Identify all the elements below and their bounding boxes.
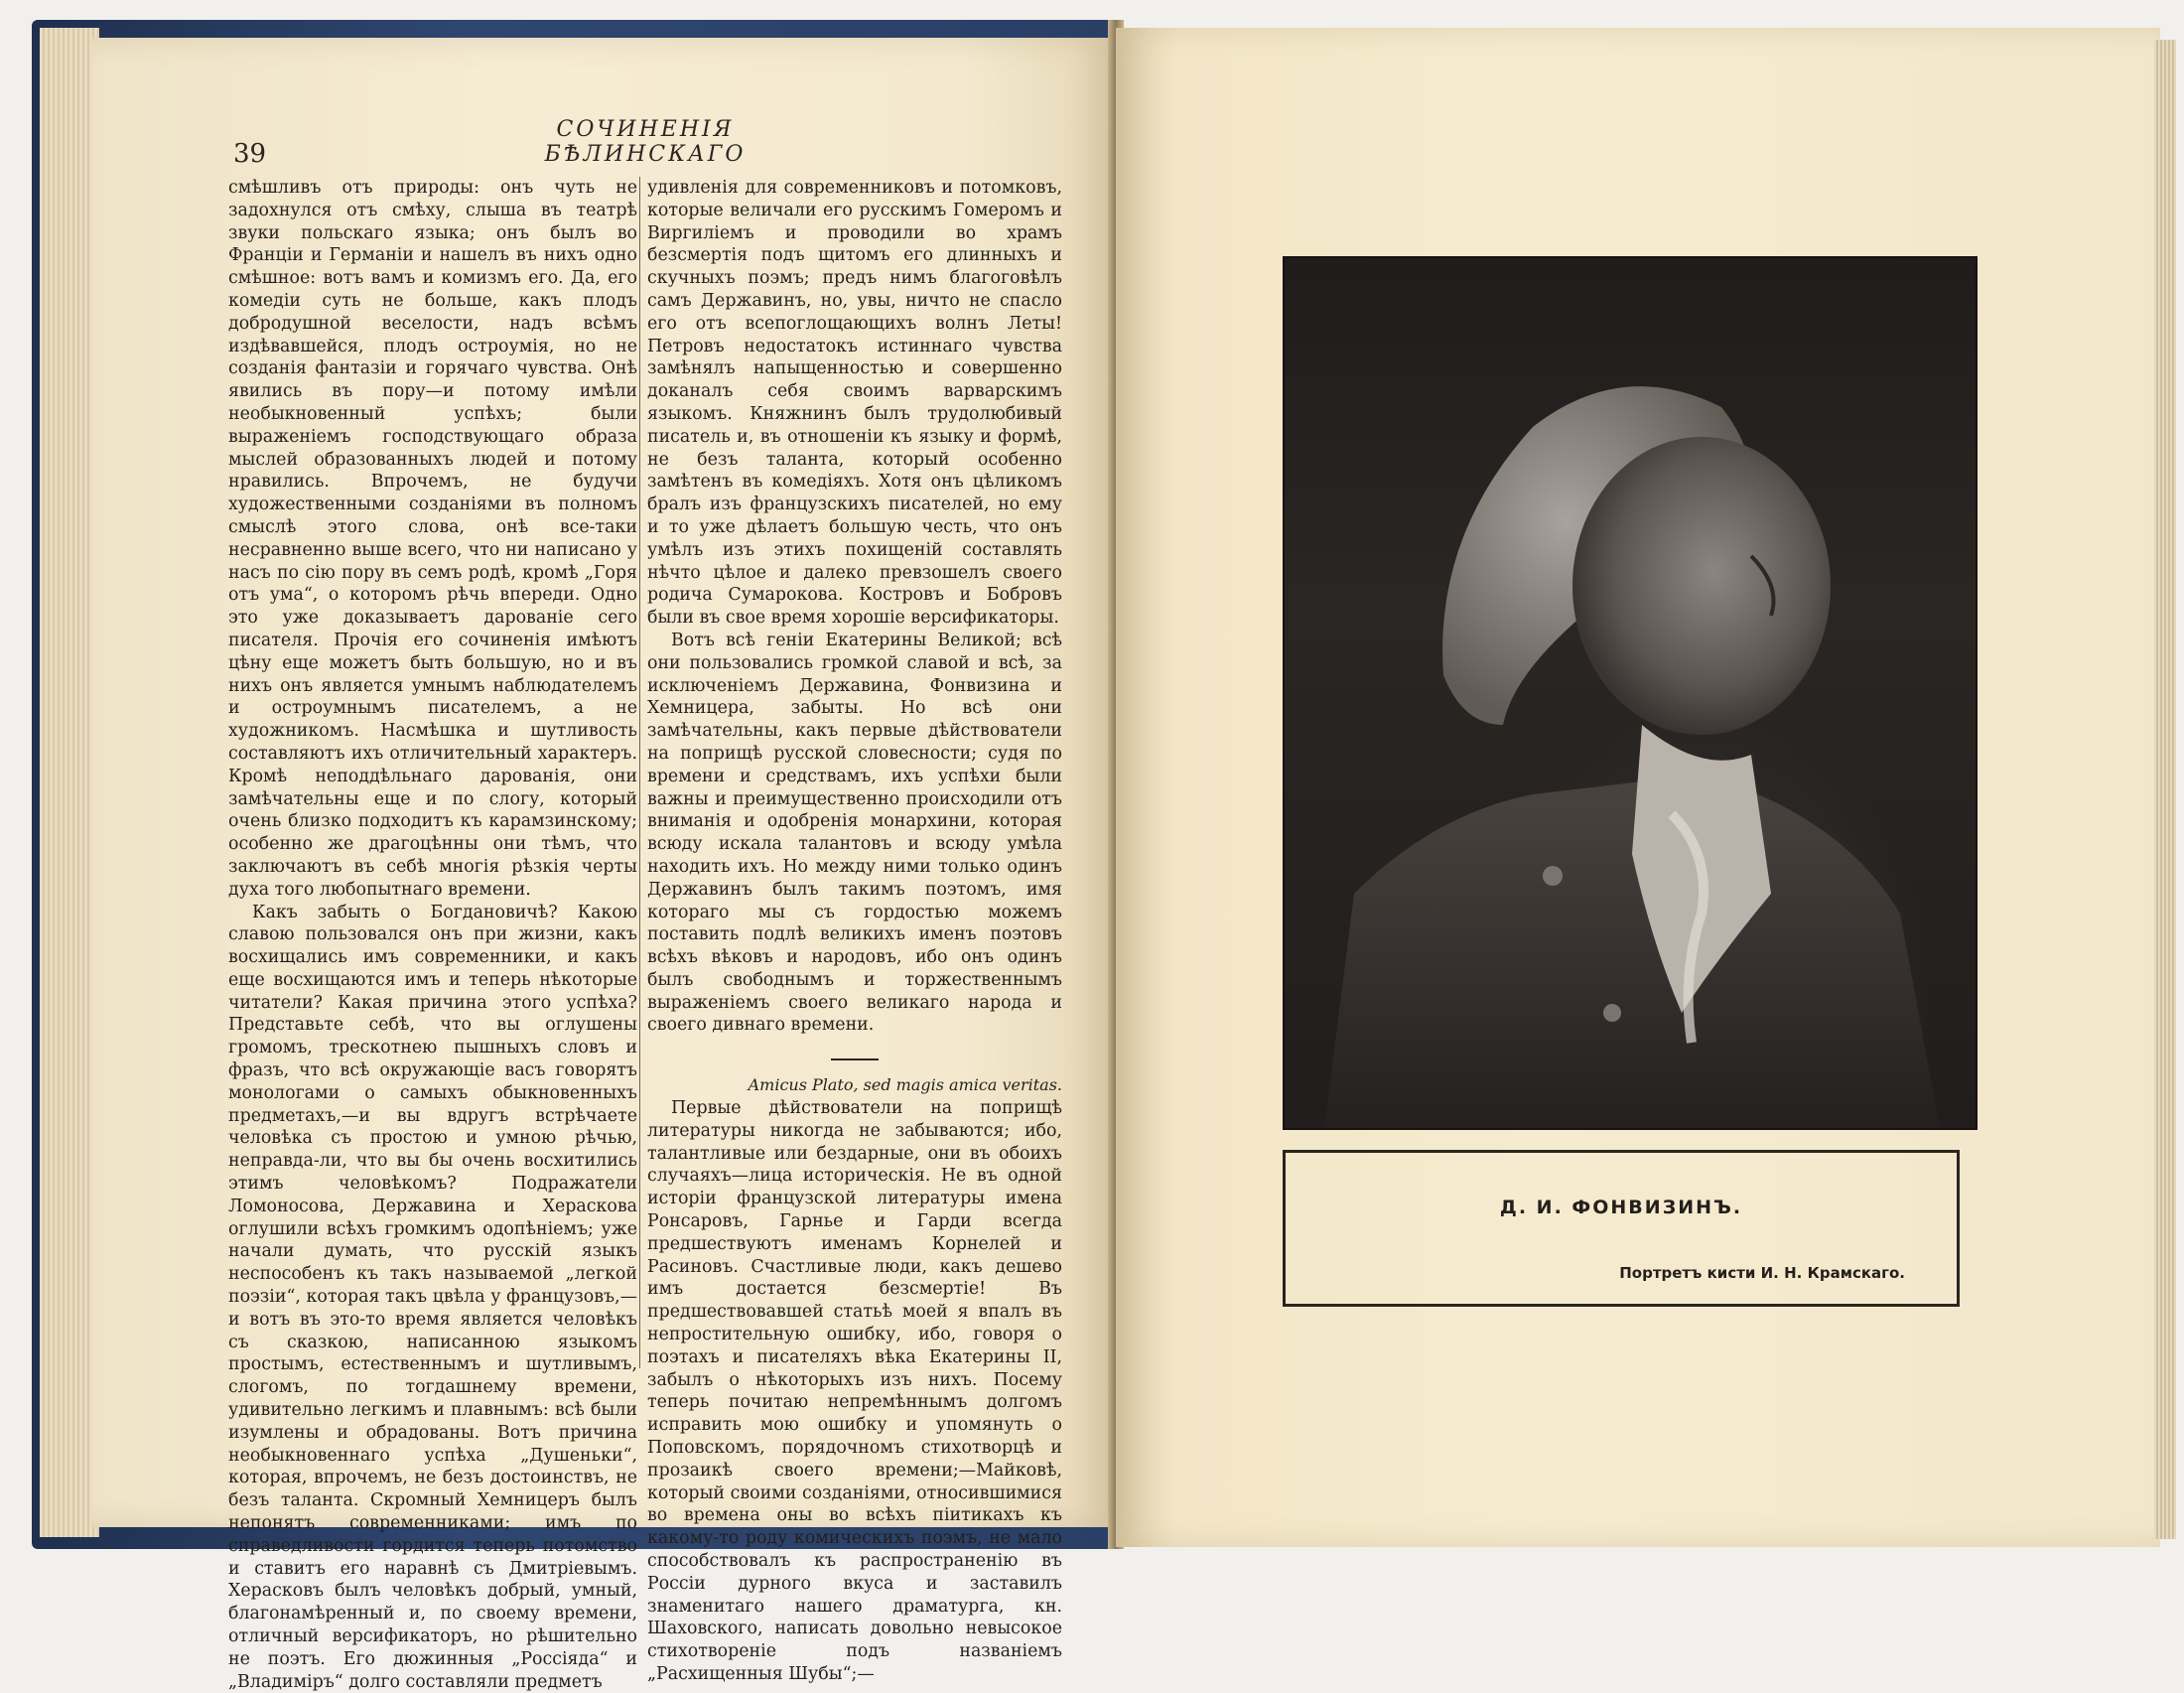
epigraph: Amicus Plato, sed magis amica veritas.: [647, 1074, 1062, 1097]
paragraph: Какъ забыть о Богдановичѣ? Какою славою пользовался онъ при жизни, какъ восхищались имъ современники, и какъ еще восхищаются имъ и теперь нѣкоторые читатели? Какая причина этого успѣха? Представьте себѣ, что вы оглушены громомъ, трескотнею пышныхъ словъ и фразъ, что всѣ окружающіе васъ говорятъ монологами о самыхъ обыкновенныхъ предметахъ,—и вы вдругъ встрѣчаете человѣка съ простою и умною рѣчью, неправда-ли, что вы бы очень восхитились этимъ человѣкомъ? Подражатели Ломоносова, Державина и Хераскова оглушили всѣхъ громкимъ одопѣніемъ; уже начали думать, что русскій языкъ неспособенъ къ такъ называемой „легкой поэзіи“, которая такъ цвѣла у французовъ,—и вотъ въ это-то время является человѣкъ съ сказкою, написанною языкомъ простымъ, естественнымъ и шутливымъ, слогомъ, по тогдашнему времени, удивительно легкимъ и плавнымъ: всѣ были изумлены и обрадованы. Вотъ причина необыкновеннаго успѣха „Душеньки“, которая, впрочемъ, не безъ достоинствъ, не безъ таланта. Скромный Хемницеръ былъ непонятъ современниками; имъ по справедливости гордится теперь потомство и ставитъ его наравнѣ съ Дмитріевымъ. Херасковъ былъ человѣкъ добрый, умный, благонамѣренный и, по своему времени, отличный версификаторъ, но рѣшительно не поэтъ. Его дюжинныя „Россіяда“ и „Владиміръ“ долго составляли предметъ: [228, 902, 637, 1693]
section-separator: [831, 1058, 879, 1060]
page-edges-left: [40, 28, 99, 1537]
portrait-image: [1283, 256, 1978, 1130]
paragraph: Вотъ всѣ геніи Екатерины Великой; всѣ они пользовались громкой славой и всѣ, за исключеніемъ Державина, Фонвизина и Хемницера, забыты. Но всѣ они замѣчательны, какъ первые дѣйствователи на поприщѣ русской словесности; судя по времени и средствамъ, ихъ успѣхи были важны и преимущественно происходили отъ вниманія и одобренія монархини, которая всюду искала талантовъ и всюду умѣла находить ихъ. Но между ними только одинъ Державинъ былъ такимъ поэтомъ, имя котораго мы съ гордостью можемъ поставить подлѣ великихъ именъ поэтовъ всѣхъ вѣковъ и народовъ, ибо онъ одинъ былъ свободнымъ и торжественнымъ выраженіемъ своего великаго народа и своего дивнаго времени.: [647, 630, 1062, 1037]
portrait-drawing: [1285, 258, 1976, 1128]
text-column-right: [647, 177, 1062, 1368]
text-column-left: [228, 177, 637, 1368]
page-number: 39: [233, 139, 266, 169]
column-divider: [639, 177, 640, 1368]
paragraph: смѣшливъ отъ природы: онъ чуть не задохнулся отъ смѣху, слыша въ театрѣ звуки польскаго языка; онъ былъ во Франціи и Германіи и нашелъ въ нихъ одно смѣшное: вотъ вамъ и комизмъ его. Да, его комедіи суть не больше, какъ плодъ добродушной веселости, надъ всѣмъ издѣвавшейся, плодъ остроумія, но не созданія фантазіи и горячаго чувства. Онѣ явились въ пору—и потому имѣли необыкновенный успѣхъ; были выраженіемъ господствующаго образа мыслей образованныхъ людей и потому нравились. Впрочемъ, не будучи художественными созданіями въ полномъ смыслѣ этого слова, онѣ все-таки несравненно выше всего, что ни написано у насъ по сію пору въ семъ родѣ, кромѣ „Горя отъ ума“, о которомъ рѣчь впереди. Одно это уже доказываетъ дарованіе сего писателя. Прочія его сочиненія имѣютъ цѣну еще можетъ быть большую, но и въ нихъ онъ является умнымъ наблюдателемъ и остроумнымъ писателемъ, а не художникомъ. Насмѣшка и шутливость составляютъ ихъ отличительный характеръ. Кромѣ неподдѣльнаго дарованія, они замѣчательны еще и по слогу, который очень близко подходитъ къ карамзинскому; особенно же драгоцѣнны они тѣмъ, что заключаютъ въ себѣ многія рѣзкія черты духа того любопытнаго времени.: [228, 177, 637, 902]
caption-name: Д. И. ФОНВИЗИНЪ.: [1286, 1197, 1957, 1218]
running-head: СОЧИНЕНІЯ БѢЛИНСКАГО: [496, 117, 794, 167]
caption-box: [1283, 1150, 1960, 1307]
caption-credit: Портретъ кисти И. Н. Крамскаго.: [1619, 1264, 1905, 1282]
page-edges-right: [2154, 40, 2176, 1539]
paragraph: Первые дѣйствователи на поприщѣ литературы никогда не забываются; ибо, талантливые или бездарные, они въ обоихъ случаяхъ—лица историческія. Не въ одной исторіи французской литературы имена Ронсаровъ, Гарнье и Гарди всегда предшествуютъ именамъ Корнелей и Расиновъ. Счастливые люди, какъ дешево имъ достается безсмертіе! Въ предшествовавшей статьѣ моей я впалъ въ непростительную ошибку, ибо, говоря о поэтахъ и писателяхъ вѣка Екатерины II, забылъ о нѣкоторыхъ изъ нихъ. Посему теперь почитаю непремѣннымъ долгомъ исправить мою ошибку и упомянуть о Поповскомъ, порядочномъ стихотворцѣ и прозаикѣ своего времени;—Майковѣ, который своими созданіями, относившимися во времена оны во всѣхъ піитикахъ къ какому-то роду комическихъ поэмъ, не мало способствовалъ къ распространенію въ Россіи дурного вкуса и заставилъ знаменитаго нашего драматурга, кн. Шаховского, написать довольно невысокое стихотвореніе подъ названіемъ „Расхищенныя Шубы“;—: [647, 1097, 1062, 1686]
paragraph: удивленія для современниковъ и потомковъ, которые величали его русскимъ Гомеромъ и Виргиліемъ и проводили во храмъ безсмертія подъ щитомъ его длинныхъ и скучныхъ поэмъ; предъ нимъ благоговѣлъ самъ Державинъ, но, увы, ничто не спасло его отъ всепоглощающихъ волнъ Леты! Петровъ недостатокъ истиннаго чувства замѣнялъ напыщенностью и совершенно доканалъ себя своимъ варварскимъ языкомъ. Княжнинъ былъ трудолюбивый писатель и, въ отношеніи къ языку и формѣ, не безъ таланта, который особенно замѣтенъ въ комедіяхъ. Хотя онъ цѣликомъ бралъ изъ французскихъ писателей, но ему и то уже дѣлаетъ большую честь, что онъ умѣлъ изъ этихъ похищеній составлять нѣчто цѣлое и далеко превзошелъ своего родича Сумарокова. Костровъ и Бобровъ были въ свое время хорошіе версификаторы.: [647, 177, 1062, 630]
